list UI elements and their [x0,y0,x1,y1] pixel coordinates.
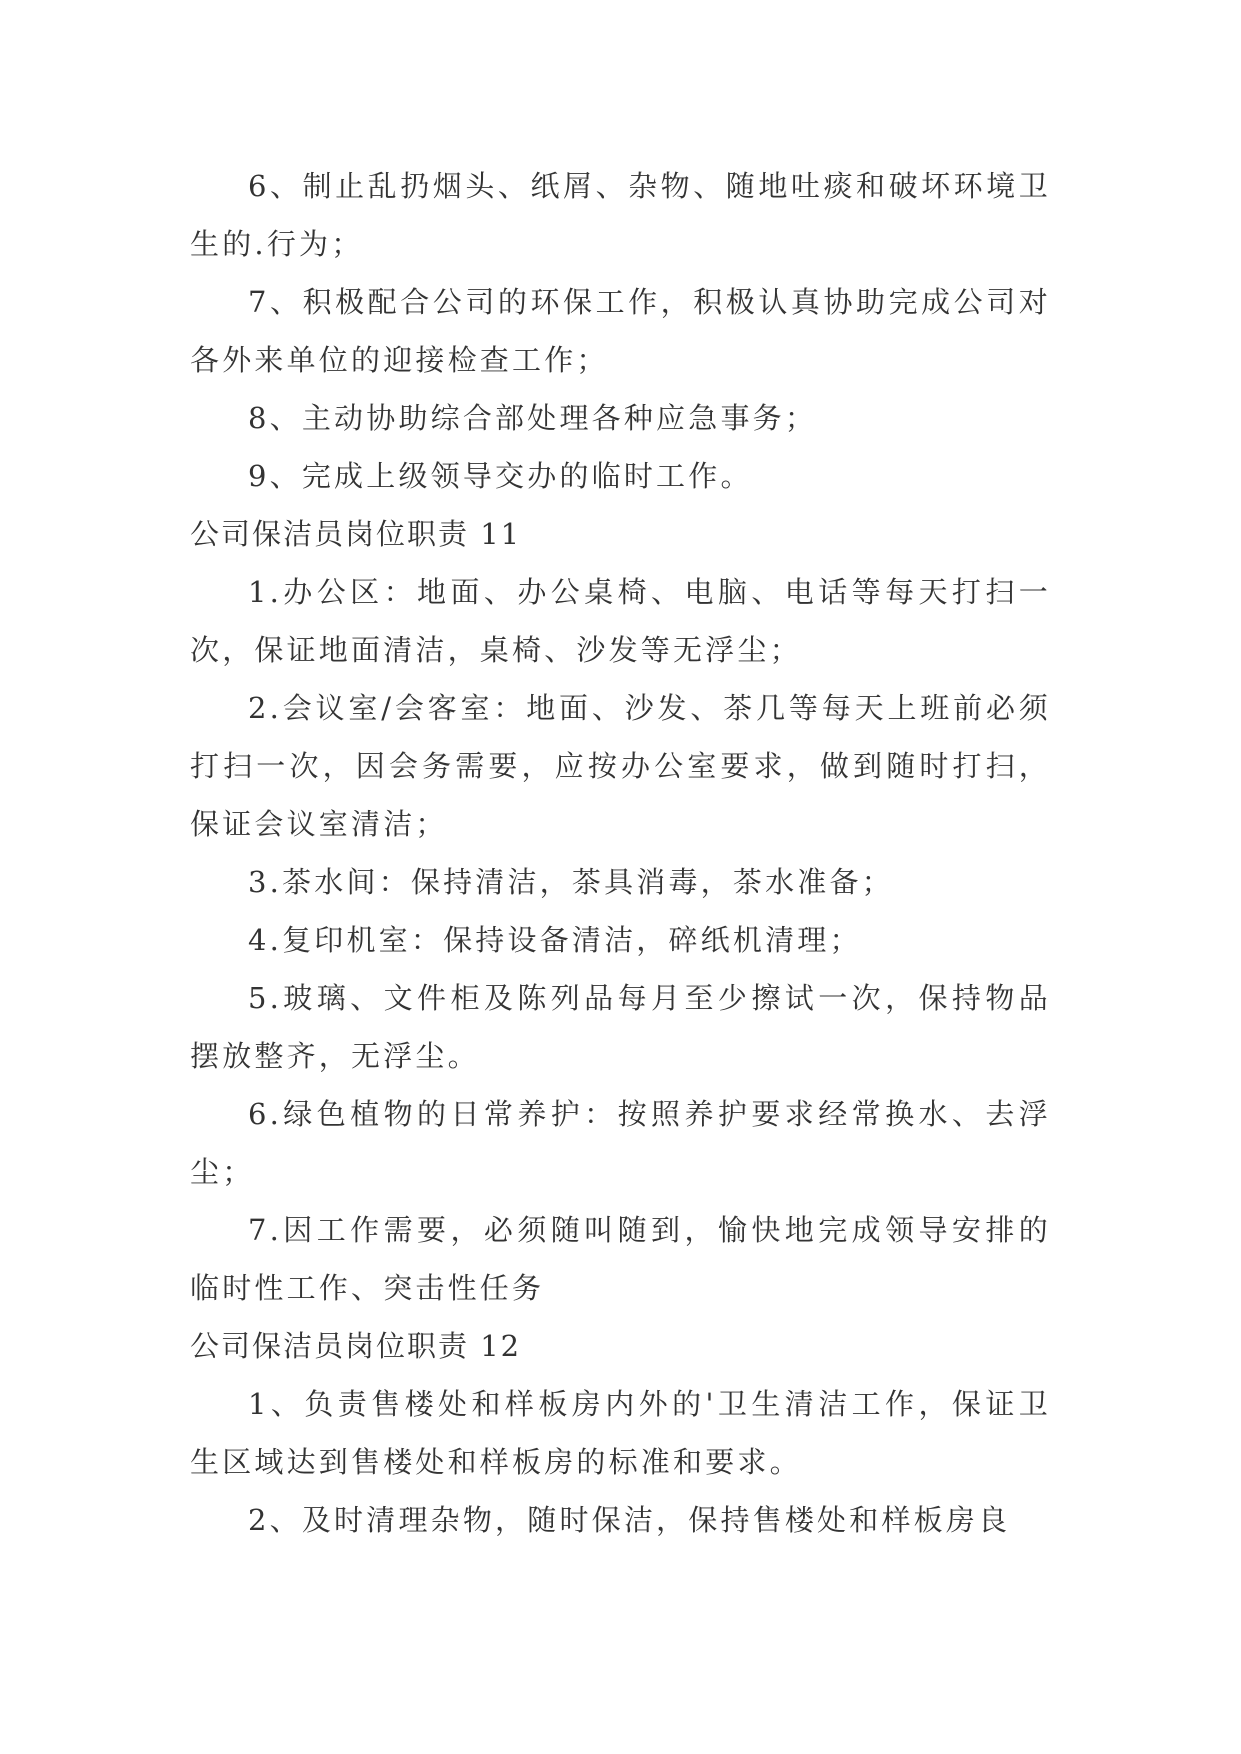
list-item: 5.玻璃、文件柜及陈列品每月至少擦试一次，保持物品摆放整齐，无浮尘。 [190,981,1051,1073]
list-item: 9、完成上级领导交办的临时工作。 [248,459,753,493]
list-item: 7.因工作需要，必须随叫随到，愉快地完成领导安排的临时性工作、突击性任务 [190,1213,1051,1305]
list-item: 6、制止乱扔烟头、纸屑、杂物、随地吐痰和破坏环境卫生的.行为； [190,169,1051,261]
section-heading: 公司保洁员岗位职责 11 [190,517,522,551]
document-page [190,157,1051,1549]
list-item: 8、主动协助综合部处理各种应急事务； [248,401,818,435]
list-item: 1、负责售楼处和样板房内外的'卫生清洁工作，保证卫生区域达到售楼处和样板房的标准和要求。 [190,1387,1051,1479]
list-item: 2.会议室/会客室：地面、沙发、茶几等每天上班前必须打扫一次，因会务需要，应按办公室要求，做到随时打扫，保证会议室清洁； [190,691,1051,841]
list-item: 6.绿色植物的日常养护：按照养护要求经常换水、去浮尘； [190,1097,1051,1189]
list-item: 7、积极配合公司的环保工作，积极认真协助完成公司对各外来单位的迎接检查工作； [190,285,1051,377]
list-item: 4.复印机室：保持设备清洁，碎纸机清理； [248,923,862,957]
section-heading: 公司保洁员岗位职责 12 [190,1329,522,1363]
list-item: 2、及时清理杂物，随时保洁，保持售楼处和样板房良 [248,1503,1011,1537]
list-item: 1.办公区：地面、办公桌椅、电脑、电话等每天打扫一次，保证地面清洁，桌椅、沙发等无浮尘； [190,575,1051,667]
list-item: 3.茶水间：保持清洁，茶具消毒，茶水准备； [248,865,894,899]
